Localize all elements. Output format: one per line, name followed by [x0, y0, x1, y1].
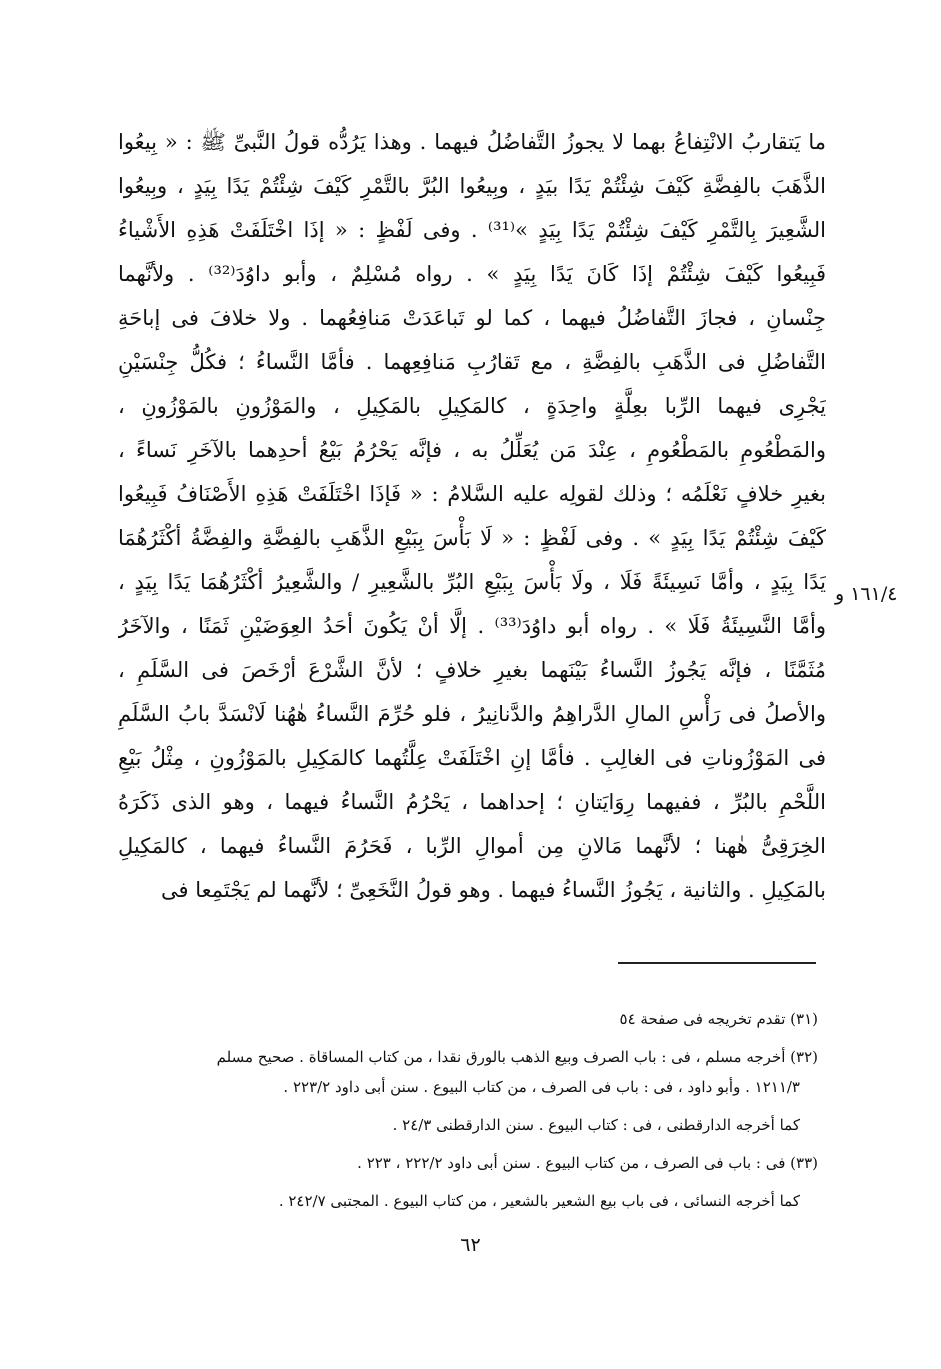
- text-line: كَيْفَ شِئْتُمْ يَدًا بِيَدٍ » . وفى لَفْظٍ : « لَا بَأْسَ بِبَيْعِ الذَّهَبِ بالفِضَّةِ والفِضَّةُ أكْثَرُهُمَا: [118, 526, 826, 550]
- main-text: [118, 120, 826, 912]
- text-line: التَّفاضُلِ فى الذَّهَبِ بالفِضَّةِ ، مع تَقارُبِ مَنافِعِهما . فأمَّا النَّساءُ ؛ فكُلُّ جِنْسَيْنِ: [118, 350, 826, 374]
- text-line: ما يَتقاربُ الانْتِفاعُ بهما لا يجوزُ التَّفاضُلُ فيهما . وهذا يَرُدُّه قولُ النَّبىِّ ﷺ : « بِيعُوا: [118, 130, 826, 154]
- text-line: فى المَوْزُوناتِ فى الغالِبِ . فأمَّا إنِ اخْتَلَفَتْ عِلَّتُهما كالمَكِيلِ بالمَوْزُونِ ، مِثْلُ بَيْعِ: [118, 746, 826, 770]
- footnote: (٣٢) أخرجه مسلم ، فى : باب الصرف وبيع الذهب بالورق نقدا ، من كتاب المساقاة . صحيح مسلم: [216, 1048, 818, 1066]
- text-line: جِنْسانِ ، فجازَ التَّفاضُلُ فيهما ، كما لو تَباعَدَتْ مَنافِعُهما . ولا خلافَ فى إباحَةِ: [118, 306, 826, 330]
- text-line: بغيرِ خلافٍ نَعْلَمُه ؛ وذلك لقولِه عليه السَّلامُ : « فَإذَا اخْتَلَفَتْ هَذِهِ الأَصْنَافُ فَبِيعُوا: [118, 482, 826, 506]
- footnote: (٣٣) فى : باب فى الصرف ، من كتاب البيوع . سنن أبى داود ٢٢٢/٢ ، ٢٢٣ .: [357, 1154, 818, 1172]
- text-line: يَدًا بِيَدٍ ، وأمَّا نَسِيئَةً فَلَا ، ولَا بَأْسَ بِبَيْعِ البُرِّ بالشَّعِيرِ / والشَّعِيرُ أكْثَرُهُمَا يَدًا بِيَدٍ ،: [118, 570, 826, 594]
- text-line: وأمَّا النَّسِيئَةُ فَلَا » . رواه أبو داوُدَ⁽³³⁾ . إلَّا أنْ يَكُونَ أحَدُ العِوَضَيْنِ ثَمَنًا ، والآخَرُ: [118, 614, 826, 638]
- footnote: ١٢١١/٣ . وأبو داود ، فى : باب فى الصرف ، من كتاب البيوع . سنن أبى داود ٢٢٣/٢ .: [283, 1078, 800, 1096]
- text-line: مُثَمَّنًا ، فإنَّه يَجُوزُ النَّساءُ بَيْنَهما بغيرِ خلافٍ ؛ لأنَّ الشَّرْعَ أرْخَصَ فى السَّلَمِ ،: [118, 658, 826, 682]
- footnotes: [118, 1004, 818, 1216]
- text-line: اللَّحْمِ بالبُرِّ ، ففيهما رِوَايَتانِ ؛ إحداهما ، يَحْرُمُ النَّساءُ فيهما ، وهو الذى ذَكَرَهُ: [118, 790, 826, 814]
- text-line: الذَّهَبَ بالفِضَّةِ كَيْفَ شِئْتُمْ يَدًا بيَدٍ ، وبِيعُوا البُرَّ بالتَّمْرِ كَيْفَ شِئْتُمْ يَدًا بِيَدٍ ، وبِيعُوا: [118, 174, 826, 198]
- text-line: يَجْرِى فيهما الرِّبا بعِلَّةٍ واحِدَةٍ ، كالمَكِيلِ بالمَكِيلِ ، والمَوْزُونِ بالمَوْزُونِ ،: [118, 394, 826, 418]
- footnote: (٣١) تقدم تخريجه فى صفحة ٥٤: [619, 1010, 818, 1028]
- text-line: بالمَكِيلِ . والثانية ، يَجُوزُ النَّساءُ فيهما . وهو قولُ النَّخَعِىِّ ؛ لأنَّهما لم يَجْتَمِعا فى: [161, 878, 826, 902]
- text-line: والمَطْعُومِ بالمَطْعُومِ ، عِنْدَ مَن يُعَلِّلُ به ، فإنَّه يَحْرُمُ بَيْعُ أحدِهما بالآخَرِ نَساءً ،: [118, 438, 826, 462]
- text-line: والأصلُ فى رَأْسِ المالِ الدَّراهِمُ والدَّنانِيرُ ، فلو حُرِّمَ النَّساءُ هٰهُنا لَانْسَدَّ بابُ السَّلَمِ: [118, 702, 826, 726]
- page-number: ٦٢: [460, 1234, 481, 1256]
- footnote: كما أخرجه النسائى ، فى باب بيع الشعير بالشعير ، من كتاب البيوع . المجتبى ٢٤٢/٧ .: [278, 1192, 800, 1210]
- margin-reference: ١٦١/٤ و: [835, 583, 898, 605]
- text-line: الشَّعِيرَ بِالتَّمْرِ كَيْفَ شِئْتُمْ يَدًا بِيَدٍ »⁽³¹⁾ . وفى لَفْظٍ : « إذَا اخْتَلَفَتْ هَذِهِ الأَشْياءُ: [118, 218, 826, 242]
- footnote: كما أخرجه الدارقطنى ، فى : كتاب البيوع . سنن الدارقطنى ٢٤/٣ .: [392, 1116, 800, 1134]
- text-line: الخِرَقِىُّ هٰهنا ؛ لأنَّهما مَالانِ مِن أموالِ الرِّبا ، فَحَرُمَ النَّساءُ فيهما ، كالمَكِيلِ: [118, 834, 826, 858]
- footnote-divider: [618, 962, 816, 964]
- text-line: فَبِيعُوا كَيْفَ شِئْتُمْ إذَا كَانَ يَدًا بِيَدٍ » . رواه مُسْلِمٌ ، وأبو داوُدَ⁽³²⁾ . ولأنَّهما: [118, 262, 826, 286]
